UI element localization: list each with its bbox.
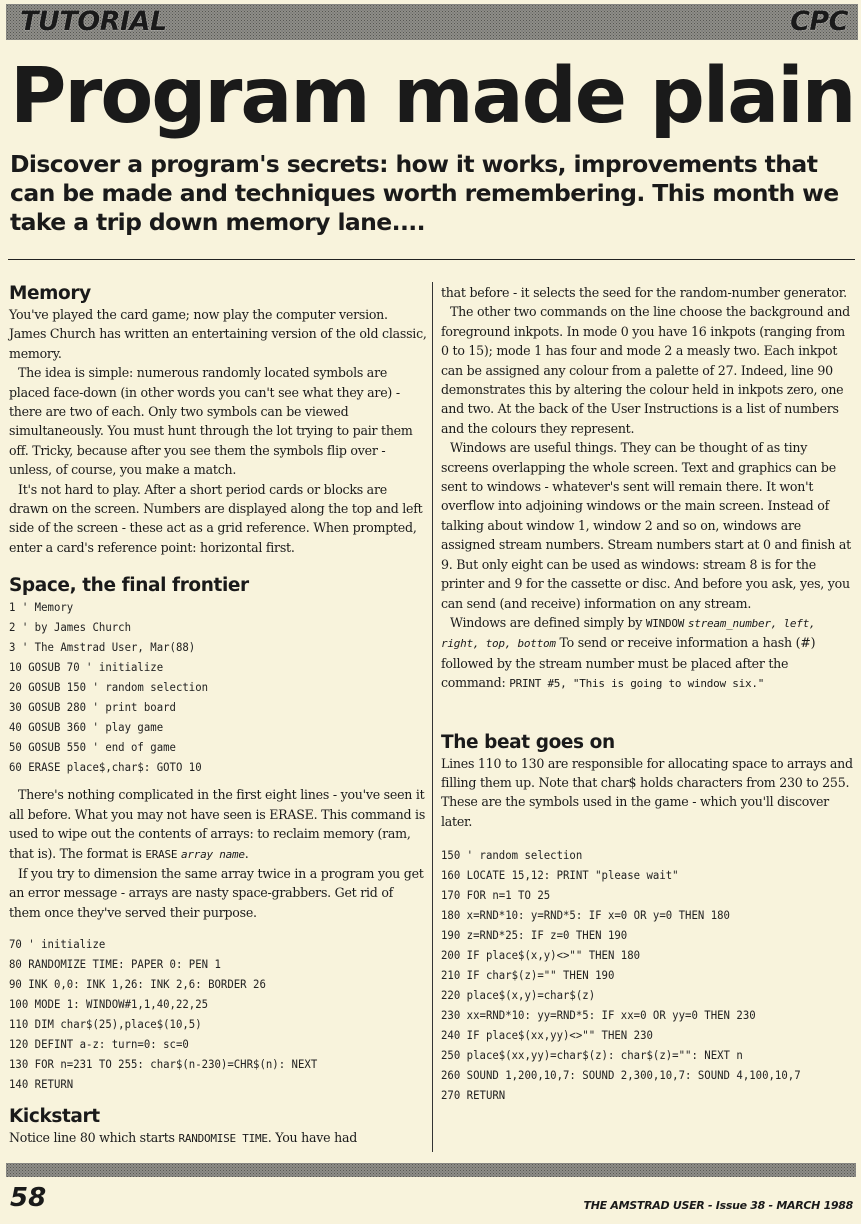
code-line: 180 x=RND*10: y=RND*5: IF x=0 OR y=0 THEN 180 bbox=[441, 908, 730, 923]
paragraph bbox=[9, 1128, 427, 1148]
heading-kickstart: Kickstart bbox=[9, 1106, 100, 1128]
code-line: 70 ' initialize bbox=[9, 937, 106, 952]
code-line: 90 INK 0,0: INK 1,26: INK 2,6: BORDER 26 bbox=[9, 977, 266, 992]
code-line: 100 MODE 1: WINDOW#1,1,40,22,25 bbox=[9, 997, 209, 1012]
paragraph: that before - it selects the seed for the random-number generator. bbox=[441, 285, 847, 300]
paragraph: Lines 110 to 130 are responsible for allocating space to arrays and filling them up. Note that char$ holds characters from 230 to 255. These are the symbols used in the game - which you'll discover later. bbox=[441, 755, 853, 829]
paragraph: The idea is simple: numerous randomly located symbols are placed face-down (in other words you can't see what they are) - there are two of each. Only two symbols can be viewed simultaneously. You must hunt through the lot trying to pair them off. Tricky, because after you see them the symbols flip over - unless, of course, you make a match. bbox=[9, 365, 413, 478]
code-line: 200 IF place$(x,y)<>"" THEN 180 bbox=[441, 948, 641, 963]
article-title: Program made plain bbox=[10, 52, 855, 141]
inline-code-italic: stream_number, left, right, top, bottom bbox=[441, 616, 816, 651]
publication-info: THE AMSTRAD USER - Issue 38 - MARCH 1988 bbox=[583, 1199, 853, 1212]
paragraph: You've played the card game; now play the computer version. James Church has written an entertaining version of the old classic, memory. bbox=[9, 307, 427, 361]
code-line: 110 DIM char$(25),place$(10,5) bbox=[9, 1017, 202, 1032]
text: To send or receive information a hash (#) followed by the stream number must be placed after the command: bbox=[441, 635, 816, 691]
text: . bbox=[244, 845, 249, 861]
right-column bbox=[441, 283, 855, 1105]
code-line: 50 GOSUB 550 ' end of game bbox=[9, 740, 176, 755]
code-line: 120 DEFINT a-z: turn=0: sc=0 bbox=[9, 1037, 189, 1052]
code-line: 170 FOR n=1 TO 25 bbox=[441, 888, 551, 903]
code-line: 210 IF char$(z)="" THEN 190 bbox=[441, 968, 615, 983]
code-line: 230 xx=RND*10: yy=RND*5: IF xx=0 OR yy=0 THEN 230 bbox=[441, 1008, 756, 1023]
code-line: 260 SOUND 1,200,10,7: SOUND 2,300,10,7: SOUND 4,100,10,7 bbox=[441, 1068, 801, 1083]
code-line: 160 LOCATE 15,12: PRINT "please wait" bbox=[441, 868, 679, 883]
section-label: TUTORIAL bbox=[20, 6, 167, 37]
text: Notice line 80 which starts bbox=[9, 1130, 179, 1146]
footer-band bbox=[6, 1163, 856, 1177]
code-line: 20 GOSUB 150 ' random selection bbox=[9, 680, 209, 695]
code-line: 2 ' by James Church bbox=[9, 620, 132, 635]
inline-code: RANDOMISE TIME bbox=[178, 1132, 268, 1146]
inline-code: ERASE bbox=[145, 847, 178, 861]
text: . You have had bbox=[267, 1130, 358, 1146]
heading-beat: The beat goes on bbox=[441, 731, 615, 753]
heading-space: Space, the final frontier bbox=[9, 575, 249, 597]
code-listing-2 bbox=[9, 934, 427, 1094]
code-line: 130 FOR n=231 TO 255: char$(n-230)=CHR$(n): NEXT bbox=[9, 1057, 318, 1072]
article-subtitle: Discover a program's secrets: how it works, improvements that can be made and techniques worth remembering. This month we take a trip down memory lane.... bbox=[10, 150, 839, 236]
heading-memory: Memory bbox=[9, 283, 91, 304]
code-listing-1 bbox=[9, 597, 427, 777]
paragraph bbox=[9, 785, 427, 864]
code-line: 3 ' The Amstrad User, Mar(88) bbox=[9, 640, 196, 655]
code-line: 30 GOSUB 280 ' print board bbox=[9, 700, 176, 715]
inline-code: PRINT #5, "This is going to window six." bbox=[509, 677, 765, 691]
code-line: 40 GOSUB 360 ' play game bbox=[9, 720, 164, 735]
code-line: 270 RETURN bbox=[441, 1088, 506, 1103]
paragraph: It's not hard to play. After a short period cards or blocks are drawn on the screen. Numbers are displayed along the top and left side of the screen - these act as a grid reference. When prompted, enter a card's reference point: horizontal first. bbox=[9, 481, 423, 555]
code-line: 250 place$(xx,yy)=char$(z): char$(z)="": NEXT n bbox=[441, 1048, 743, 1063]
code-line: 60 ERASE place$,char$: GOTO 10 bbox=[9, 760, 202, 775]
paragraph: Windows are useful things. They can be thought of as tiny screens overlapping the whole screen. Text and graphics can be sent to windows - whatever's sent will remain there. It won't overflow into adjoining windows or the main screen. Instead of talking about window 1, window 2 and so on, windows are assigned stream numbers. Stream numbers start at 0 and finish at 9. But only eight can be used as windows: stream 8 is for the printer and 9 for the cassette or disc. And before you ask, yes, you can send (and receive) information on any stream. bbox=[441, 440, 851, 611]
column-divider bbox=[432, 282, 433, 1152]
header-rule bbox=[8, 259, 855, 260]
text: Windows are defined simply by bbox=[450, 614, 646, 630]
paragraph: The other two commands on the line choose the background and foreground inkpots. In mode 0 you have 16 inkpots (ranging from 0 to 15); mode 1 has four and mode 2 a measly two. Each inkpot can be assigned any colour from a palette of 27. Indeed, line 90 demonstrates this by altering the colour held in inkpots zero, one and two. At the back of the User Instructions is a list of numbers and the colours they represent. bbox=[441, 304, 850, 436]
left-column bbox=[9, 283, 427, 1149]
code-line: 240 IF place$(xx,yy)<>"" THEN 230 bbox=[441, 1028, 653, 1043]
code-line: 10 GOSUB 70 ' initialize bbox=[9, 660, 164, 675]
page-number: 58 bbox=[10, 1183, 47, 1213]
paragraph bbox=[441, 613, 855, 694]
code-listing-3 bbox=[441, 845, 855, 1105]
paragraph: If you try to dimension the same array twice in a program you get an error message - arrays are nasty space-grabbers. Get rid of them once they've served their purpose. bbox=[9, 865, 424, 920]
section-banner bbox=[6, 4, 858, 40]
code-line: 190 z=RND*25: IF z=0 THEN 190 bbox=[441, 928, 628, 943]
inline-code: WINDOW bbox=[645, 616, 685, 630]
platform-label: CPC bbox=[790, 6, 848, 37]
code-line: 140 RETURN bbox=[9, 1077, 74, 1092]
code-line: 220 place$(x,y)=char$(z) bbox=[441, 988, 596, 1003]
inline-code-italic: array name bbox=[181, 847, 245, 861]
text: There's nothing complicated in the first eight lines - you've seen it all before. What you may not have seen is ERASE. This command is used to wipe out the contents of arrays: to reclaim memory (ram, that is). The format is bbox=[9, 787, 426, 861]
code-line: 80 RANDOMIZE TIME: PAPER 0: PEN 1 bbox=[9, 957, 221, 972]
code-line: 1 ' Memory bbox=[9, 600, 74, 615]
code-line: 150 ' random selection bbox=[441, 848, 583, 863]
